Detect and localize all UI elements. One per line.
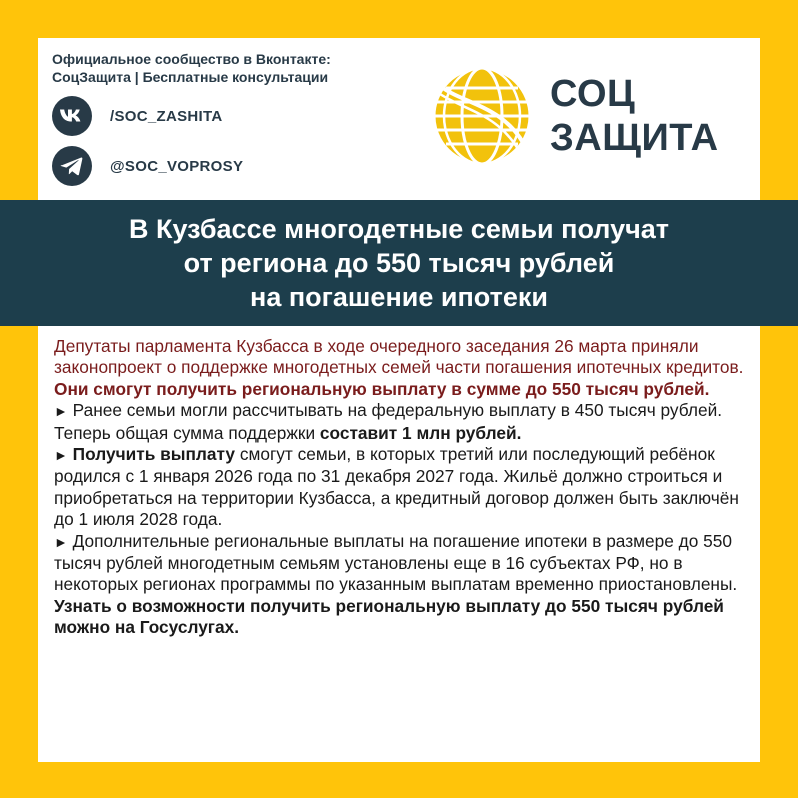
community-info [52,50,331,86]
federal-highlight: составит 1 млн рублей. [319,422,522,443]
title-band [0,200,798,326]
globe-icon [430,64,534,168]
gosuslugi-highlight: Узнать о возможности получить региональную выплату до 550 тысяч рублей можно на Госуслугах. [54,595,724,638]
logo-line-2: ЗАЩИТА [550,117,719,159]
regions-text: Дополнительные региональные выплаты на погашение ипотеки в размере до 550 тысяч рублей многодетным семьям установлены еще в 16 субъектах РФ, но в некоторых регионах программы по указанным выплатам временно приостановлены. [54,530,738,595]
community-line-2: СоцЗащита | Бесплатные консультации [52,69,329,85]
logo [430,64,719,168]
paragraph-intro [54,336,760,400]
paragraph-gosuslugi [54,596,760,639]
paragraph-eligibility [54,444,760,531]
bullet-arrow-icon: ► [54,533,68,550]
federal-text: Ранее семьи могли рассчитывать на федеральную выплату в 450 тысяч рублей. Теперь общая сумма поддержки [54,400,723,443]
bullet-arrow-icon: ► [54,403,68,420]
vk-link[interactable] [52,96,223,136]
title-line-3: на погашение ипотеки [250,282,548,312]
header-card [38,38,760,200]
telegram-icon [52,146,92,186]
paragraph-regions [54,531,760,596]
bullet-arrow-icon: ► [54,447,68,464]
eligibility-text: смогут семьи, в которых третий или последующий ребёнок родился с 1 января 2026 года по 31 декабря 2027 года. Жильё должно строиться и приобретаться на территории Кузбасса, а кредитный договор должен быть заключён до 1 июля 2028 года. [54,444,739,530]
title-line-2: от региона до 550 тысяч рублей [183,248,615,278]
paragraph-federal [54,400,760,444]
article-body [54,336,760,639]
telegram-link[interactable] [52,146,243,186]
logo-line-1: СОЦ [550,73,636,115]
vk-handle[interactable]: /SOC_ZASHITA [110,107,223,125]
community-line-1: Официальное сообщество в Вконтакте: [52,51,331,67]
title-line-1: В Кузбассе многодетные семьи получат [128,214,670,244]
intro-text: Депутаты парламента Кузбасса в ходе очередного заседания 26 марта приняли законопроект о поддержке многодетных семей части погашения ипотечных кредитов. [54,336,744,378]
vk-icon [52,96,92,136]
eligibility-highlight: Получить выплату [67,444,236,465]
telegram-handle[interactable]: @SOC_VOPROSY [110,157,244,175]
article-title [29,212,769,314]
intro-highlight: Они смогут получить региональную выплату в сумме до 550 тысяч рублей. [54,378,710,399]
logo-text [550,72,719,160]
article-card [38,326,760,762]
